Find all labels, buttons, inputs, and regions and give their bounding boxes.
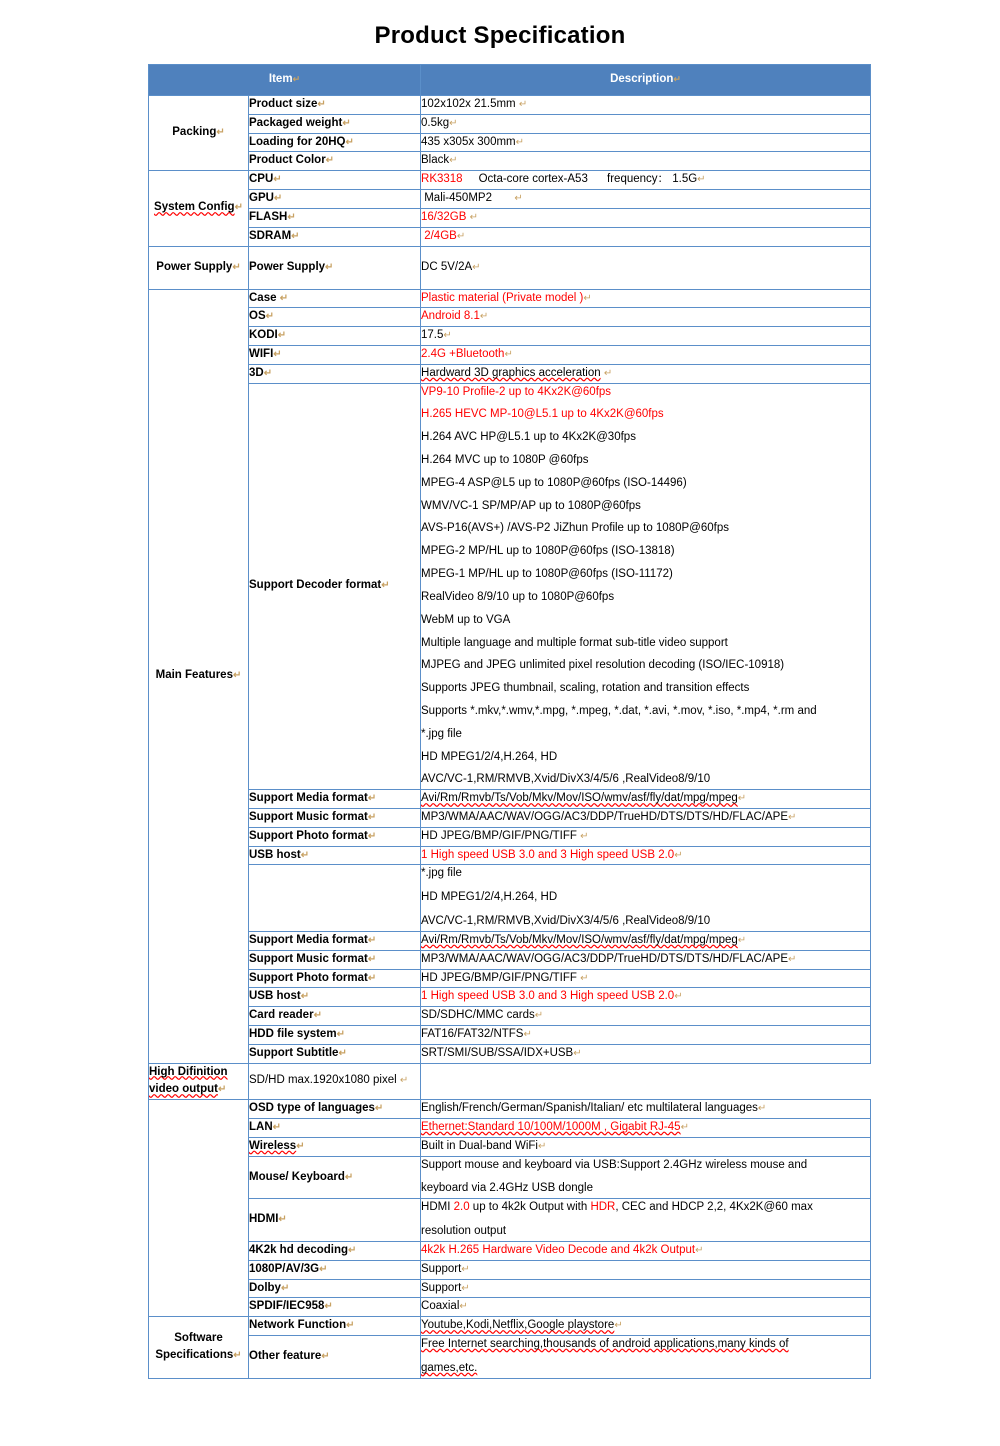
item-high-definition-video-output: High Difinition video output↵ <box>149 1063 249 1100</box>
item-kodi: KODI↵ <box>249 327 421 346</box>
item-hdmi: HDMI↵ <box>249 1199 421 1242</box>
desc-support-photo-format-2: HD JPEG/BMP/GIF/PNG/TIFF ↵ <box>421 969 871 988</box>
item-usb-host-2: USB host↵ <box>249 988 421 1007</box>
table-header-row <box>149 65 871 96</box>
decoder-line: Supports *.mkv,*.wmv,*.mpg, *.mpeg, *.dat, *.avi, *.mov, *.iso, *.mp4, *.rm and <box>421 704 817 717</box>
desc-osd-type-of-languages: English/French/German/Spanish/Italian/ etc multilateral languages↵ <box>421 1100 871 1119</box>
hdmi-line: resolution output <box>421 1225 507 1238</box>
table-row <box>149 1317 871 1336</box>
decoder-line: H.265 HEVC MP-10@L5.1 up to 4Kx2K@60fps <box>421 408 664 421</box>
item-spdif-iec958: SPDIF/IEC958↵ <box>249 1298 421 1317</box>
table-row <box>149 809 871 828</box>
item-support-subtitle: Support Subtitle↵ <box>249 1044 421 1063</box>
table-row <box>149 1025 871 1044</box>
desc-wifi: 2.4G +Bluetooth↵ <box>421 345 871 364</box>
column-header-description: Description↵ <box>421 65 871 96</box>
item-support-photo-format-2: Support Photo format↵ <box>249 969 421 988</box>
item-support-music-format: Support Music format↵ <box>249 809 421 828</box>
category-power-supply: Power Supply↵ <box>149 246 249 289</box>
table-row <box>149 1156 871 1199</box>
page-title: Product Specification <box>374 22 626 49</box>
table-row <box>149 988 871 1007</box>
desc-support-music-format: MP3/WMA/AAC/WAV/OGG/AC3/DDP/TrueHD/DTS/DTS/HD/FLAC/APE↵ <box>421 809 871 828</box>
item-wifi: WIFI↵ <box>249 345 421 364</box>
desc-kodi: 17.5↵ <box>421 327 871 346</box>
desc-support-music-format-2: MP3/WMA/AAC/WAV/OGG/AC3/DDP/TrueHD/DTS/DTS/HD/FLAC/APE↵ <box>421 950 871 969</box>
desc-hdd-file-system: FAT16/FAT32/NTFS↵ <box>421 1025 871 1044</box>
desc-loading-for-20hq: 435 x305x 300mm↵ <box>421 133 871 152</box>
table-row <box>149 1199 871 1242</box>
item-3d: 3D↵ <box>249 364 421 383</box>
desc-gpu: Mali-450MP2 ↵ <box>421 190 871 209</box>
table-row <box>149 969 871 988</box>
desc-network-function: Youtube,Kodi,Netflix,Google playstore↵ <box>421 1317 871 1336</box>
desc-flash: 16/32GB ↵ <box>421 208 871 227</box>
item-1080p-av-3g: 1080P/AV/3G↵ <box>249 1260 421 1279</box>
desc-spdif-iec958: Coaxial↵ <box>421 1298 871 1317</box>
item-support-media-format-2: Support Media format↵ <box>249 931 421 950</box>
decoder-line: AVS-P16(AVS+) /AVS-P2 JiZhun Profile up to 1080P@60fps <box>421 522 729 535</box>
desc-packaged-weight: 0.5kg↵ <box>421 114 871 133</box>
other-feature-line: games,etc. <box>421 1361 478 1374</box>
table-row <box>149 1007 871 1026</box>
decoder-line: VP9-10 Profile-2 up to 4Kx2K@60fps <box>421 385 612 398</box>
item-gpu: GPU↵ <box>249 190 421 209</box>
desc-case: Plastic material (Private model )↵ <box>421 289 871 308</box>
table-row <box>149 246 871 289</box>
table-row <box>149 950 871 969</box>
item-hdd-file-system: HDD file system↵ <box>249 1025 421 1044</box>
table-row <box>149 1260 871 1279</box>
item-loading-for-20hq: Loading for 20HQ↵ <box>249 133 421 152</box>
category-software-specifications: Software Specifications↵ <box>149 1317 249 1378</box>
desc-support-media-format-2: Avi/Rm/Rmvb/Ts/Vob/Mkv/Mov/ISO/wmv/asf/fly/dat/mpg/mpeg↵ <box>421 931 871 950</box>
desc-support-subtitle: SRT/SMI/SUB/SSA/IDX+USB↵ <box>421 1044 871 1063</box>
table-row <box>149 1335 871 1378</box>
table-row <box>149 1100 871 1119</box>
decoder-line: HD MPEG1/2/4,H.264, HD <box>421 750 558 763</box>
decoder-line: H.264 MVC up to 1080P @60fps <box>421 454 589 466</box>
desc-support-media-format: Avi/Rm/Rmvb/Ts/Vob/Mkv/Mov/ISO/wmv/asf/fly/dat/mpg/mpeg↵ <box>421 790 871 809</box>
item-card-reader: Card reader↵ <box>249 1007 421 1026</box>
desc-dolby: Support↵ <box>421 1279 871 1298</box>
table-row <box>149 827 871 846</box>
category-main-features: Main Features↵ <box>149 289 249 1063</box>
desc-1080p-av-3g: Support↵ <box>421 1260 871 1279</box>
table-row <box>149 133 871 152</box>
item-other-feature: Other feature↵ <box>249 1335 421 1378</box>
item-blank <box>249 865 421 931</box>
table-row <box>149 1044 871 1063</box>
table-row <box>149 171 871 190</box>
desc-lan: Ethernet:Standard 10/100M/1000M , Gigabit RJ-45↵ <box>421 1119 871 1138</box>
decoder-line: RealVideo 8/9/10 up to 1080P@60fps <box>421 590 615 603</box>
decoder-line: MPEG-4 ASP@L5 up to 1080P@60fps (ISO-14496) <box>421 476 687 489</box>
table-row <box>149 1298 871 1317</box>
desc-usb-host-2: 1 High speed USB 3.0 and 3 High speed USB 2.0↵ <box>421 988 871 1007</box>
decoder-line: Supports JPEG thumbnail, scaling, rotation and transition effects <box>421 682 750 695</box>
table-row <box>149 383 871 790</box>
desc-3d: Hardward 3D graphics acceleration ↵ <box>421 364 871 383</box>
item-case: Case ↵ <box>249 289 421 308</box>
item-network-function: Network Function↵ <box>249 1317 421 1336</box>
desc-sdram: 2/4GB↵ <box>421 227 871 246</box>
mouse-keyboard-line: keyboard via 2.4GHz USB dongle <box>421 1182 593 1195</box>
item-support-decoder-format: Support Decoder format↵ <box>249 383 421 790</box>
hdmi-line: HDMI 2.0 up to 4k2k Output with HDR, CEC and HDCP 2,2, 4Kx2K@60 max <box>421 1201 813 1214</box>
desc-mouse-keyboard <box>421 1156 871 1199</box>
item-support-media-format: Support Media format↵ <box>249 790 421 809</box>
item-support-music-format-2: Support Music format↵ <box>249 950 421 969</box>
desc-media-codecs <box>421 865 871 931</box>
table-row <box>149 1063 871 1100</box>
codec-line: HD MPEG1/2/4,H.264, HD <box>421 891 558 904</box>
category-connectivity-blank <box>149 1100 249 1317</box>
desc-cpu: RK3318 Octa-core cortex-A53 frequency： 1.5G↵ <box>421 171 871 190</box>
item-product-size: Product size↵ <box>249 96 421 115</box>
item-support-photo-format: Support Photo format↵ <box>249 827 421 846</box>
item-flash: FLASH↵ <box>249 208 421 227</box>
table-row <box>149 289 871 308</box>
codec-line: AVC/VC-1,RM/RMVB,Xvid/DivX3/4/5/6 ,RealVideo8/9/10 <box>421 915 711 928</box>
table-row <box>149 114 871 133</box>
decoder-line: WebM up to VGA <box>421 613 511 626</box>
mouse-keyboard-line: Support mouse and keyboard via USB:Support 2.4GHz wireless mouse and <box>421 1158 808 1171</box>
desc-other-feature <box>421 1335 871 1378</box>
table-row <box>149 327 871 346</box>
item-power-supply: Power Supply↵ <box>249 246 421 289</box>
category-system-config: System Config↵ <box>149 171 249 246</box>
table-row <box>149 1137 871 1156</box>
table-body <box>149 96 871 1379</box>
item-sdram: SDRAM↵ <box>249 227 421 246</box>
item-usb-host: USB host↵ <box>249 846 421 865</box>
pilcrow-mark: ↵ <box>673 74 681 85</box>
decoder-line: AVC/VC-1,RM/RMVB,Xvid/DivX3/4/5/6 ,RealVideo8/9/10 <box>421 773 711 786</box>
decoder-line: MJPEG and JPEG unlimited pixel resolution decoding (ISO/IEC-10918) <box>421 659 785 672</box>
item-mouse-keyboard: Mouse/ Keyboard↵ <box>249 1156 421 1199</box>
item-wireless: Wireless↵ <box>249 1137 421 1156</box>
table-row <box>149 227 871 246</box>
item-dolby: Dolby↵ <box>249 1279 421 1298</box>
desc-card-reader: SD/SDHC/MMC cards↵ <box>421 1007 871 1026</box>
desc-os: Android 8.1↵ <box>421 308 871 327</box>
table-row <box>149 152 871 171</box>
item-lan: LAN↵ <box>249 1119 421 1138</box>
table-row <box>149 865 871 931</box>
item-4k2k-hd-decoding: 4K2k hd decoding↵ <box>249 1241 421 1260</box>
item-os: OS↵ <box>249 308 421 327</box>
table-row <box>149 790 871 809</box>
item-packaged-weight: Packaged weight↵ <box>249 114 421 133</box>
table-row <box>149 846 871 865</box>
decoder-line: MPEG-1 MP/HL up to 1080P@60fps (ISO-11172) <box>421 568 673 581</box>
table-row <box>149 364 871 383</box>
category-packing: Packing↵ <box>149 96 249 171</box>
desc-product-color: Black↵ <box>421 152 871 171</box>
desc-support-decoder-format <box>421 383 871 790</box>
codec-line: *.jpg file <box>421 867 462 880</box>
desc-usb-host: 1 High speed USB 3.0 and 3 High speed USB 2.0↵ <box>421 846 871 865</box>
column-header-item: Item↵ <box>149 65 421 96</box>
desc-high-definition-video-output: SD/HD max.1920x1080 pixel ↵ <box>249 1063 421 1100</box>
table-row <box>149 345 871 364</box>
desc-wireless: Built in Dual-band WiFi↵ <box>421 1137 871 1156</box>
desc-support-photo-format: HD JPEG/BMP/GIF/PNG/TIFF ↵ <box>421 827 871 846</box>
product-specification-table <box>148 64 871 1379</box>
table-row <box>149 190 871 209</box>
table-row <box>149 96 871 115</box>
decoder-line: Multiple language and multiple format sub-title video support <box>421 636 728 649</box>
table-row <box>149 1279 871 1298</box>
decoder-line: MPEG-2 MP/HL up to 1080P@60fps (ISO-13818) <box>421 545 675 558</box>
table-row <box>149 1119 871 1138</box>
desc-hdmi <box>421 1199 871 1242</box>
desc-product-size: 102x102x 21.5mm ↵ <box>421 96 871 115</box>
desc-power-supply: DC 5V/2A↵ <box>421 246 871 289</box>
decoder-line: *.jpg file <box>421 727 462 740</box>
decoder-line: H.264 AVC HP@L5.1 up to 4Kx2K@30fps <box>421 431 636 444</box>
table-row <box>149 208 871 227</box>
decoder-line: WMV/VC-1 SP/MP/AP up to 1080P@60fps <box>421 499 641 512</box>
desc-4k2k-hd-decoding: 4k2k H.265 Hardware Video Decode and 4k2k Output↵ <box>421 1241 871 1260</box>
item-product-color: Product Color↵ <box>249 152 421 171</box>
item-osd-type-of-languages: OSD type of languages↵ <box>249 1100 421 1119</box>
table-row <box>149 308 871 327</box>
other-feature-line: Free Internet searching,thousands of android applications,many kinds of <box>421 1337 789 1350</box>
item-cpu: CPU↵ <box>249 171 421 190</box>
pilcrow-mark: ↵ <box>292 74 301 85</box>
table-header <box>149 65 871 96</box>
table-row <box>149 1241 871 1260</box>
table-row <box>149 931 871 950</box>
